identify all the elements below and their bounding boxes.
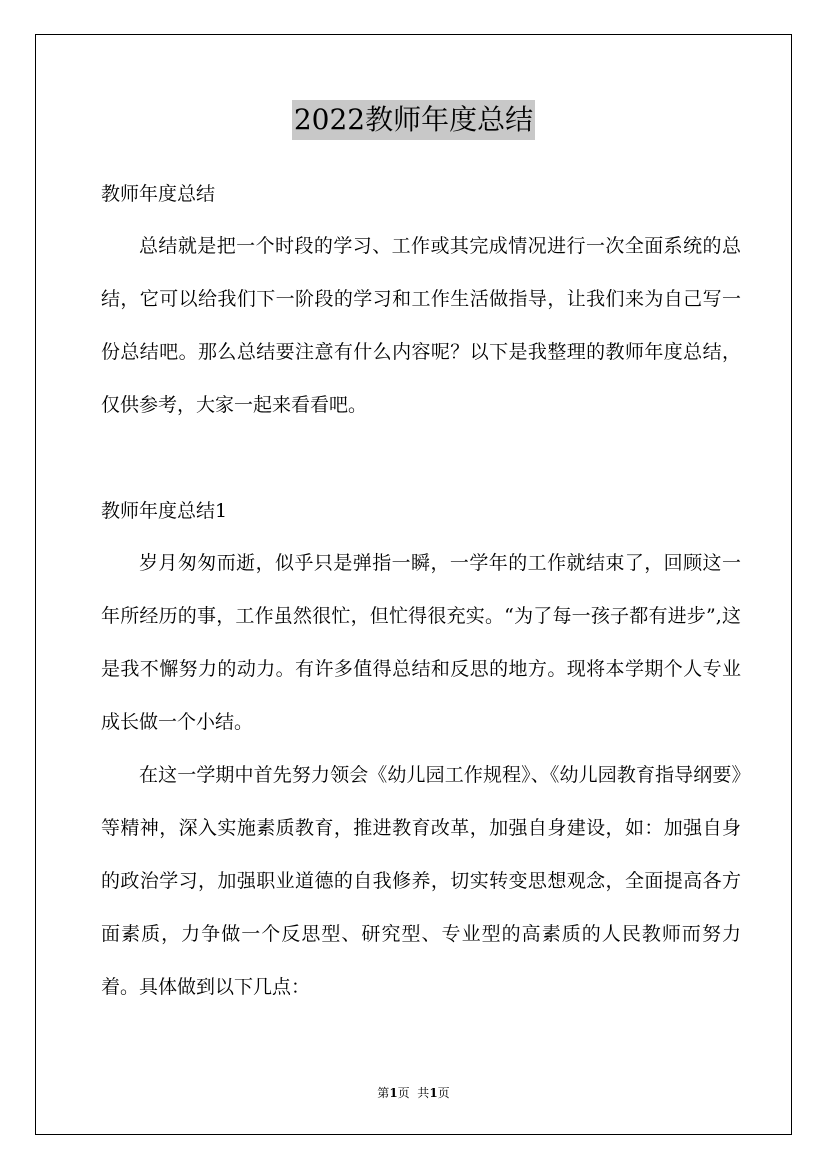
section-1-paragraph-2: 在这一学期中首先努力领会《幼儿园工作规程》、《幼儿园教育指导纲要》等精神，深入实施素质教育，推进教育改革，加强自身建设，如：加强自身的政治学习，加强职业道德的自我修养，切实转变思想观念，全面提高各方面素质，力争做一个反思型、研究型、专业型的高素质的人民教师而努力着。具体做到以下几点：: [101, 764, 741, 998]
page-footer: [0, 1083, 827, 1103]
section-spacer: [101, 432, 741, 485]
page-suffix: 页: [437, 1086, 450, 1100]
page-total-number: 1: [429, 1086, 438, 1100]
section-1-paragraph-1: 岁月匆匆而逝，似乎只是弹指一瞬，一学年的工作就结束了，回顾这一年所经历的事，工作虽然很忙，但忙得很充实。“为了每一孩子都有进步”,这是我不懈努力的动力。有许多值得总结和反思的地方。现将本学期个人专业成长做一个小结。: [101, 552, 741, 733]
document-title: 2022教师年度总结: [292, 100, 535, 140]
intro-paragraph: 总结就是把一个时段的学习、工作或其完成情况进行一次全面系统的总结，它可以给我们下一阶段的学习和工作生活做指导，让我们来为自己写一份总结吧。那么总结要注意有什么内容呢？以下是我整理的教师年度总结，仅供参考，大家一起来看看吧。: [101, 235, 741, 416]
page-prefix: 第: [377, 1086, 390, 1100]
page-mid: 页 共: [397, 1086, 430, 1100]
subtitle-heading: 教师年度总结: [101, 183, 216, 205]
document-body: [101, 168, 741, 1014]
section-1-heading: 教师年度总结1: [101, 500, 228, 522]
page-current-number: 1: [389, 1086, 398, 1100]
document-title-block: [0, 100, 827, 140]
